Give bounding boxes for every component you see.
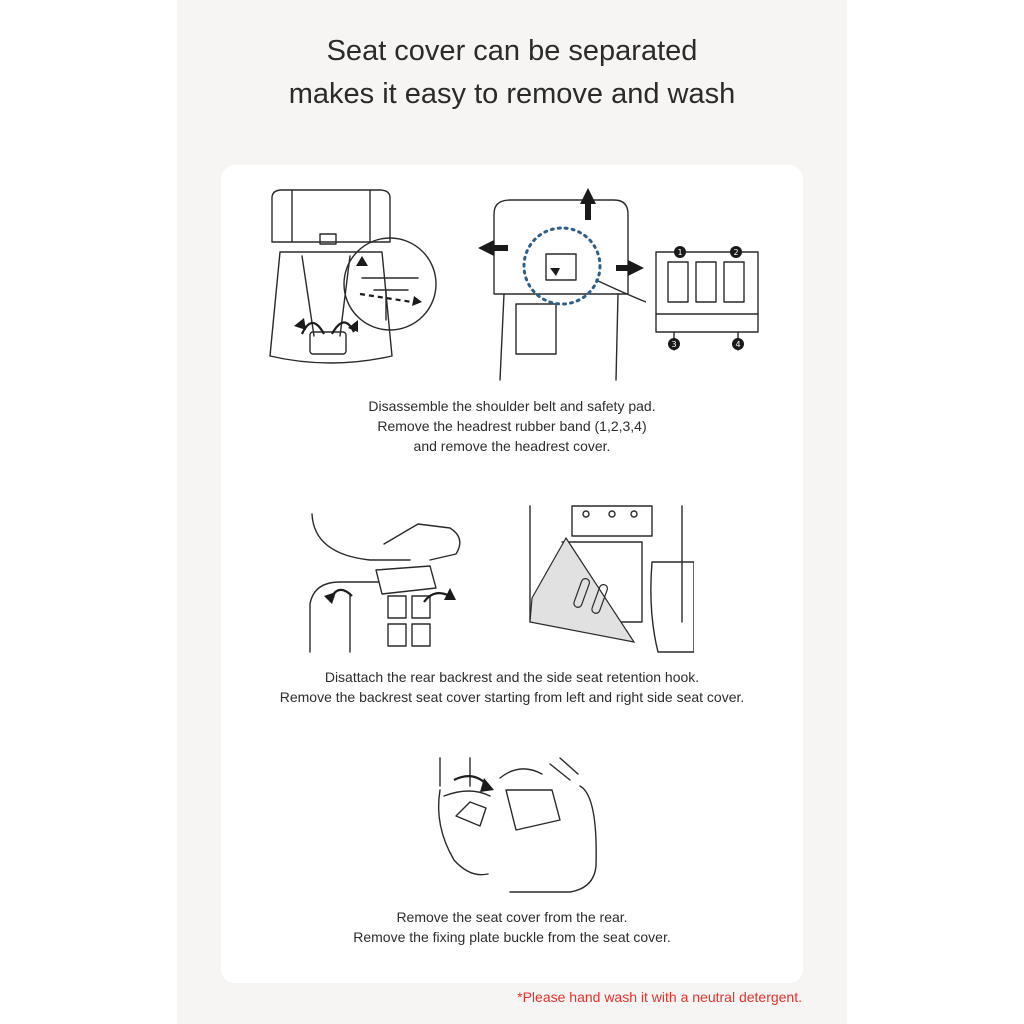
step3-line-1: Remove the seat cover from the rear. <box>396 909 628 925</box>
title-line-1: Seat cover can be separated <box>326 35 698 67</box>
step2-backrest-hook-illustration <box>300 504 476 656</box>
step2-caption <box>177 667 847 707</box>
badge-3: 3 <box>671 340 677 349</box>
step1-line-2: Remove the headrest rubber band (1,2,3,4) <box>377 418 647 434</box>
step1-line-3: and remove the headrest cover. <box>413 438 611 454</box>
badge-2: 2 <box>733 248 739 257</box>
step2-line-2: Remove the backrest seat cover starting from left and right side seat cover. <box>279 689 745 705</box>
step3-seat-buckle-illustration <box>430 756 602 894</box>
badge-1: 1 <box>677 248 683 257</box>
wash-note: *Please hand wash it with a neutral detergent. <box>517 989 802 1005</box>
step2-line-1: Disattach the rear backrest and the side seat retention hook. <box>324 669 700 685</box>
step2-seat-cover-illustration <box>522 502 694 656</box>
step1-rubber-band-detail <box>654 244 760 354</box>
badge-4: 4 <box>735 340 741 349</box>
step1-seat-front-illustration <box>262 186 440 382</box>
step1-line-1: Disassemble the shoulder belt and safety pad. <box>368 398 656 414</box>
step3-caption <box>177 907 847 947</box>
page-title <box>177 30 847 116</box>
step1-headrest-illustration <box>476 184 646 384</box>
step3-line-2: Remove the fixing plate buckle from the seat cover. <box>353 929 671 945</box>
title-line-2: makes it easy to remove and wash <box>288 78 736 110</box>
step1-caption <box>177 396 847 456</box>
